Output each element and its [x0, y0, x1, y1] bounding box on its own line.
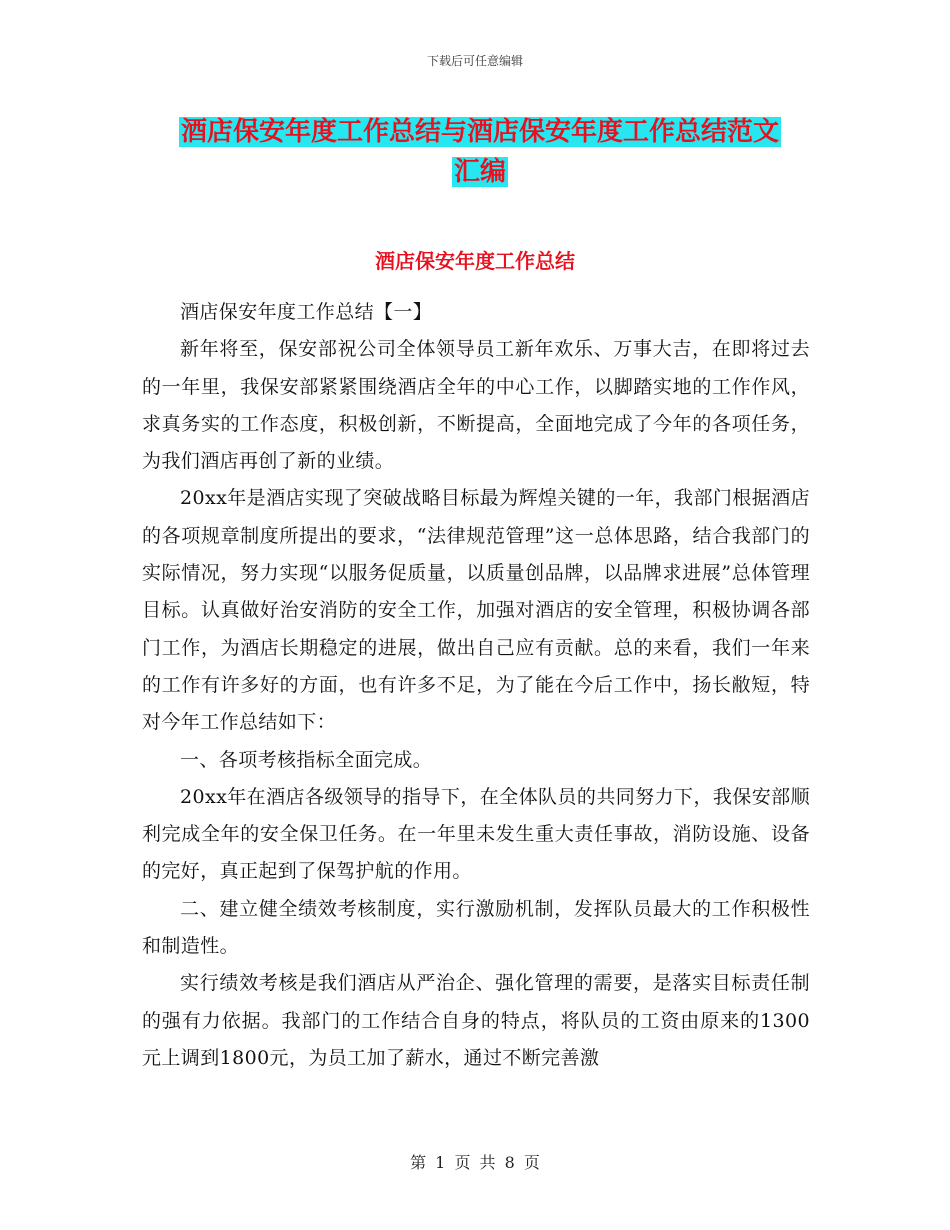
section-title: 酒店保安年度工作总结 — [375, 249, 575, 273]
page-header-note: 下载后可任意编辑 — [426, 54, 523, 68]
paragraph: 20xx年在酒店各级领导的指导下，在全体队员的共同努力下，我保安部顺利完成全年的安全保卫任务。在一年里未发生重大责任事故，消防设施、设备的完好，真正起到了保驾护航的作用。 — [142, 785, 810, 883]
paragraph-heading: 二、建立健全绩效考核制度，实行激励机制，发挥队员最大的工作积极性和制造性。 — [142, 897, 810, 958]
paragraph-heading: 一、各项考核指标全面完成。 — [180, 748, 433, 771]
paragraph-subheading: 酒店保安年度工作总结【一】 — [180, 301, 433, 323]
document-title-line-1: 酒店保安年度工作总结与酒店保安年度工作总结范文 — [180, 117, 779, 147]
document-title-line-2: 汇编 — [453, 157, 506, 187]
document-body — [142, 294, 810, 1077]
paragraph: 新年将至，保安部祝公司全体领导员工新年欢乐、万事大吉，在即将过去的一年里，我保安部紧紧围绕酒店全年的中心工作，以脚踏实地的工作作风，求真务实的工作态度，积极创新，不断提高，全面地完成了今年的各项任务，为我们酒店再创了新的业绩。 — [142, 338, 810, 473]
page-number: 第 1 页 共 8 页 — [410, 1153, 540, 1172]
paragraph: 实行绩效考核是我们酒店从严治企、强化管理的需要，是落实目标责任制的强有力依据。我部门的工作结合自身的特点，将队员的工资由原来的1300元上调到1800元，为员工加了薪水，通过不断完善激 — [142, 972, 810, 1069]
paragraph: 20xx年是酒店实现了突破战略目标最为辉煌关键的一年，我部门根据酒店的各项规章制度所提出的要求，“法律规范管理”这一总体思路，结合我部门的实际情况，努力实现“以服务促质量，以质量创品牌，以品牌求进展”总体管理目标。认真做好治安消防的安全工作，加强对酒店的安全管理，积极协调各部门工作，为酒店长期稳定的进展，做出自己应有贡献。总的来看，我们一年来的工作有许多好的方面，也有许多不足，为了能在今后工作中，扬长敝短，特对今年工作总结如下： — [142, 487, 810, 734]
document-title — [140, 112, 820, 192]
